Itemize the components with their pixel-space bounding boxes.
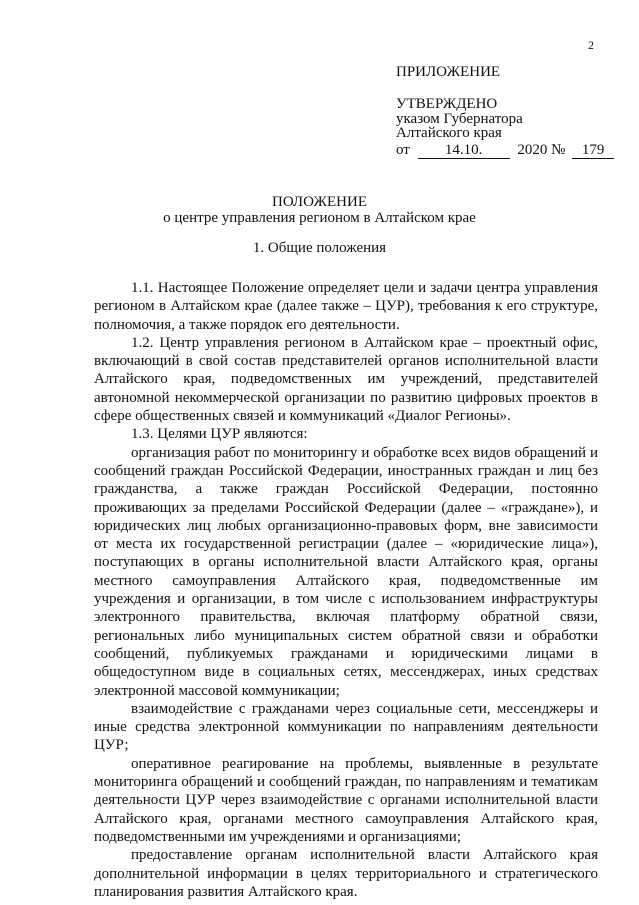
decree-number: 179 xyxy=(572,143,614,159)
page-number: 2 xyxy=(588,38,594,52)
paragraph: 1.1. Настоящее Положение определяет цели и задачи центра управления регионом в Алтайском крае (далее также – ЦУР), требования к его структуре, полномочия, а также порядок его деятельности. xyxy=(94,280,598,333)
decree-line-1: указом Губернатора xyxy=(396,110,523,127)
decree-line-2: Алтайского края xyxy=(396,125,502,141)
appendix-label: ПРИЛОЖЕНИЕ xyxy=(396,64,501,80)
title-sub: о центре управления регионом в Алтайском крае xyxy=(163,210,476,226)
section-heading: 1. Общие положения xyxy=(252,240,387,256)
paragraph: 1.2. Центр управления регионом в Алтайском крае – проектный офис, включающий в свой состав представителей органов исполнительной власти Алтайского края, подведомственных им учреждений, представителей автономной некоммерческой организации по развитию цифровых проектов в сфере общественных связей и коммуникаций «Диалог Регионы». xyxy=(94,334,598,425)
approval-stamp xyxy=(396,97,626,159)
paragraph: оперативное реагирование на проблемы, выявленные в результате мониторинга обращений и сообщений граждан, по направлениям и тематикам деятельности ЦУР через взаимодействие с органами исполнительной власти Алтайского края, органами местного самоуправления Алтайского края, подведомственными им учреждениями и организациями; xyxy=(94,755,598,845)
paragraph: предоставление органам исполнительной власти Алтайского края дополнительной информации в целях территориального и стратегического планирования развития Алтайского края. xyxy=(94,847,598,900)
date-prefix: от xyxy=(396,141,410,158)
year-number-label: 2020 № xyxy=(517,141,566,158)
paragraph: организация работ по мониторингу и обработке всех видов обращений и сообщений граждан Российской Федерации, иностранных граждан и лиц без гражданства, а также граждан Российской Федерации, постоянно проживающих за пределами Российской Федерации (далее – «граждане»), и юридических лиц любых организационно-правовых форм, вне зависимости от места их государственной регистрации (далее – «юридические лица»), поступающих в органы исполнительной власти Алтайского края, органы местного самоуправления Алтайского края, подведомственные им учреждения и организации, в том числе с использованием инфраструктуры электронного правительства, включая платформу обратной связи, региональных либо муниципальных систем обратной связи и обработки сообщений, публикуемых гражданами и юридическими лицами в общедоступном виде в социальных сетях, мессенджерах, иных средствах электронной массовой коммуникации; xyxy=(94,444,598,699)
document-body xyxy=(94,279,598,901)
paragraph: взаимодействие с гражданами через социальные сети, мессенджеры и иные средства электронной коммуникации по направлениям деятельности ЦУР; xyxy=(94,700,598,754)
approval-block xyxy=(396,62,626,159)
approved-label: УТВЕРЖДЕНО xyxy=(396,96,498,112)
date-line xyxy=(396,142,626,159)
date-value: 14.10. xyxy=(418,143,510,159)
paragraph: 1.3. Целями ЦУР являются: xyxy=(131,426,308,443)
title-main: ПОЛОЖЕНИЕ xyxy=(272,194,367,210)
document-title xyxy=(0,194,639,226)
